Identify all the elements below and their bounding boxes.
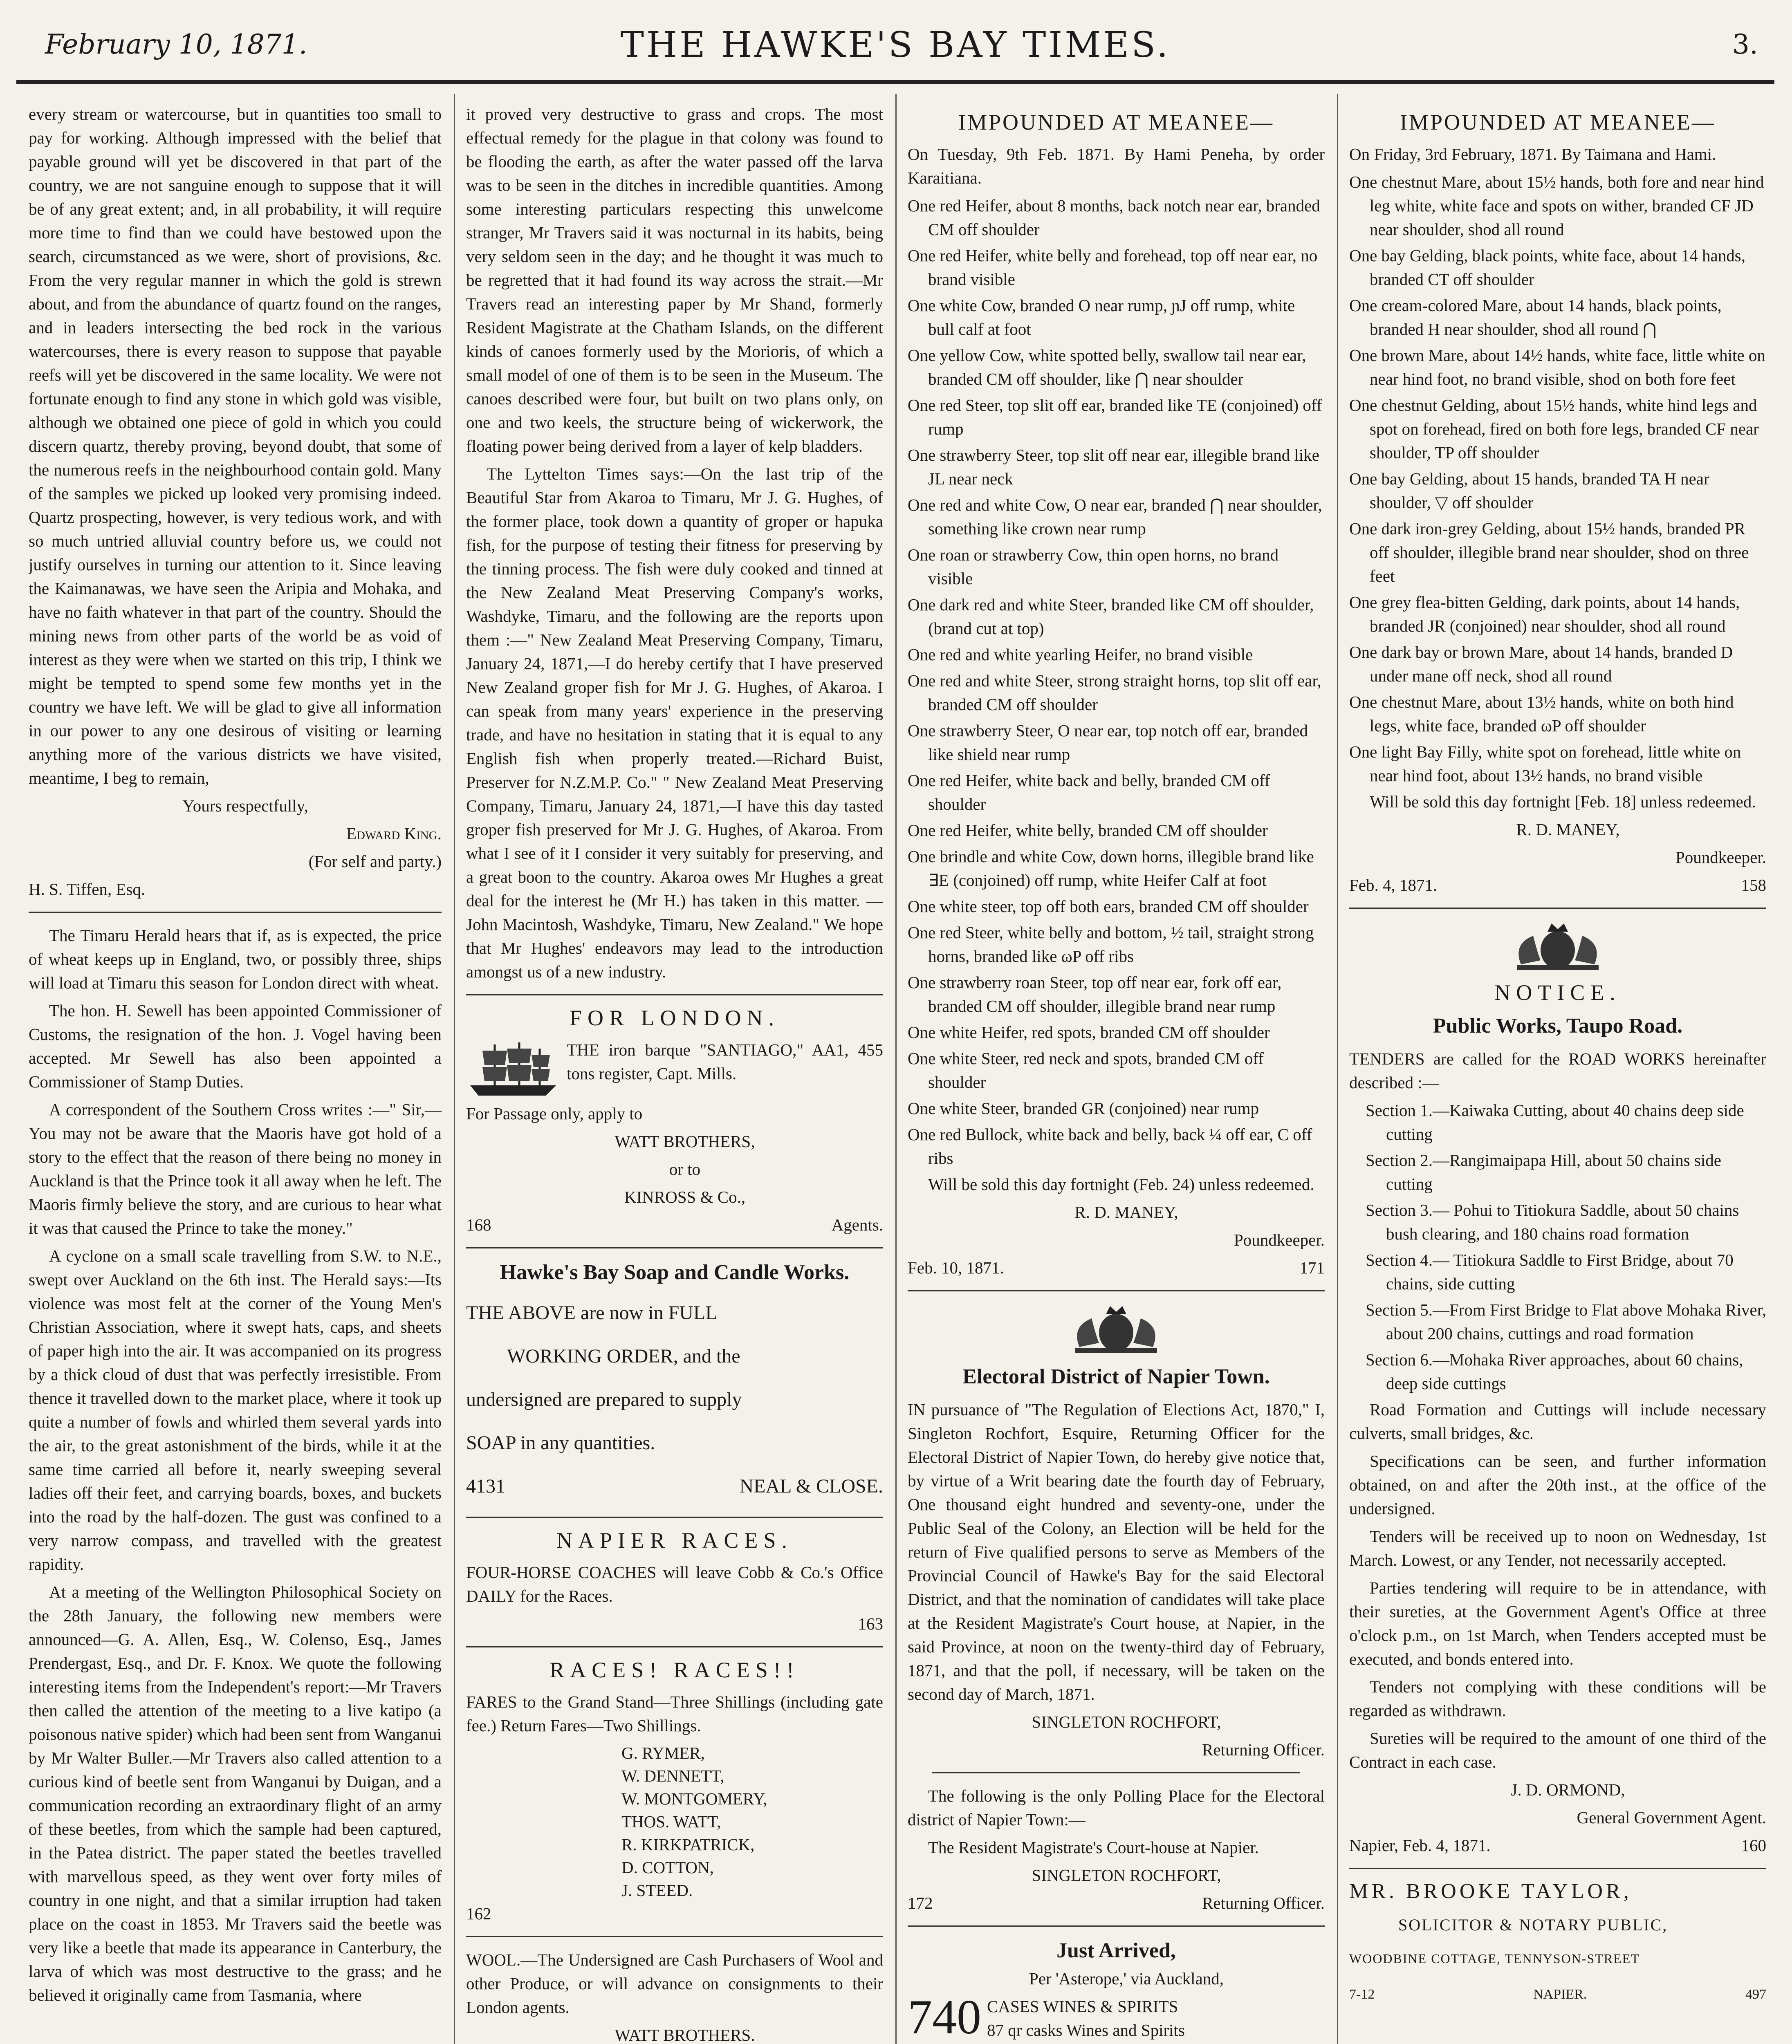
list-item: One yellow Cow, white spotted belly, swallow tail near ear, branded CM off shoulder, like ⋂ near shoulder	[908, 346, 1306, 388]
list-item: One red and white Steer, strong straight horns, top slit off ear, branded CM off shoulder	[908, 671, 1321, 714]
column-rule	[895, 94, 897, 2044]
list-item: One red and white yearling Heifer, no brand visible	[908, 645, 1253, 664]
notice-text: Tenders not complying with these conditions will be regarded as withdrawn.	[1349, 1677, 1766, 1720]
paper-title: THE HAWKE'S BAY TIMES.	[620, 25, 1171, 65]
notice-heading: Electoral District of Napier Town.	[962, 1365, 1270, 1388]
article-text: The hon. H. Sewell has been appointed Commissioner of Customs, the resignation of the hon. J. Vogel having been accepted. Mr Sewell has also been appointed a Commissioner of Stamp Duties.	[29, 1001, 442, 1091]
ad-text: or to	[669, 1160, 701, 1179]
divider	[908, 1925, 1325, 1927]
article-text: The Timaru Herald hears that if, as is expected, the price of wheat keeps up in England, two, or possibly three, ships will load at Timaru this season for London direct with wheat.	[29, 926, 442, 992]
column-4	[1349, 102, 1766, 2044]
list-item: One strawberry Steer, O near ear, top notch off ear, branded like shield near rump	[908, 721, 1308, 764]
arrivals-ad	[908, 1990, 1325, 2044]
list-item: One red and white Cow, O near ear, branded ⋂ near shoulder, something like crown near rump	[908, 495, 1322, 538]
ad-text: undersigned are prepared to supply	[466, 1389, 742, 1410]
solicitor-title: SOLICITOR & NOTARY PUBLIC,	[1398, 1916, 1668, 1934]
committee-list	[466, 1741, 883, 1902]
divider	[466, 994, 883, 995]
shipping-ad	[466, 1038, 883, 1237]
article-text: every stream or watercourse, but in quantities too small to pay for working. Although impressed with the belief that payable ground will yet be discovered in that part of the country, we are not sanguine enough to suppose that it will be of any great extent; and, in all probability, it will require more time to find than we could have bestowed upon the search, circumstanced as we were, short of provisions, &c. From the very regular manner in which the gold is strewn about, and from the abundance of quartz found on the ranges, and in leaders intersecting the bed rock in the various watercourses, there is every reason to suppose that payable reefs will yet be discovered in the same locality. We were not fortunate enough to find any stone in which gold was visible, although we obtained one piece of gold in which you could discern quartz, thereby proving, beyond doubt, that some of the numerous reefs in the neighbourhood contain gold. Many of the samples we picked up looked very promising indeed. Quartz prospecting, however, is very tedious work, and with so much untried alluvial country before us, we could not justify ourselves in turning our attention to it. Since leaving the Kaimanawas, we have seen the Aripia and Mohaka, and have no faith whatever in that part of the country. Should the mining news from other parts of the world be as void of interest as they were when we started on this trip, I think we might be tempted to spend some few months yet in the country we have left. We will be glad to give all information in our power to any one desirous of visiting or learning anything more of the various districts we have visited, meantime, I beg to remain,	[29, 105, 442, 787]
article-text: At a meeting of the Wellington Philosophical Society on the 28th January, the following new members were announced—G. A. Allen, Esq., W. Colenso, Esq., James Prendergast, Esq., and Dr. F. Knox. We quote the following interesting items from the Independent's report:—Mr Travers then called the attention of the meeting to a live katipo (a poisonous native spider) which had been sent from Wanganui by Mr Walter Buller.—Mr Travers also called attention to a curious kind of beetle sent from Wanganui by Duigan, and a communication recording an extraordinary flight of an army of these beetles, from which the sample had been captured, in the Patea district. The paper stated the beetles travelled with marvellous speed, as they went over forty miles of country in one night, and that a similar irruption had taken place on the coast in 1853. Mr Travers said the beetle was very like a beetle that made its appearance in Canterbury, the larva of which was most destructive to the grass; and he believed it originally came from Tasmania, where	[29, 1582, 442, 2004]
list-item: Section 4.— Titiokura Saddle to First Bridge, about 70 chains, side cutting	[1366, 1251, 1734, 1293]
impound-list	[1349, 170, 1766, 787]
ad-number: 160	[1741, 1836, 1766, 1855]
notice-text: Sureties will be required to the amount of one third of the Contract in each case.	[1349, 1729, 1766, 1771]
agent-name: KINROSS & Co.,	[624, 1188, 746, 1206]
signer-title: Poundkeeper.	[1675, 848, 1766, 867]
column-3	[908, 102, 1325, 2044]
signer-title: Returning Officer.	[1202, 1740, 1325, 1759]
divider	[466, 1936, 883, 1937]
ad-text: WORKING ORDER, and the	[507, 1345, 740, 1367]
ad-text: CASES WINES & SPIRITS	[987, 1997, 1178, 2016]
ad-number: 172	[908, 1894, 933, 1912]
page-number: 3.	[1732, 29, 1758, 60]
sale-note: Will be sold this day fortnight (Feb. 24) unless redeemed.	[928, 1175, 1314, 1194]
agent-name: WATT BROTHERS,	[615, 1132, 755, 1151]
ad-text	[908, 2042, 1325, 2044]
article-text: A cyclone on a small scale travelling from S.W. to N.E., swept over Auckland on the 6th inst. The Herald says:—Its violence was most felt at the corner of the Young Men's Christian Association, where it swept hats, caps, and sheets of paper high into the air. It was accompanied on its progress by a thick cloud of dust that was perfectly irresistible. From thence it travelled down to the market place, where it took up quite a number of fowls and whirled them several yards into the air, to the great astonishment of the birds, while it at the same time carried all before it, nearly sweeping several ladies off their feet, and carrying boards, boxes, and buckets into the road by the half-dozen. The gust was confined to a very narrow compass, and travelled with the greatest rapidity.	[29, 1246, 442, 1573]
list-item: J. STEED.	[621, 1881, 693, 1900]
notice-intro: On Friday, 3rd February, 1871. By Taimana and Hami.	[1349, 145, 1716, 164]
list-item: One chestnut Mare, about 15½ hands, both fore and near hind leg white, white face and spots on wither, branded CF JD near shoulder, shod all round	[1349, 173, 1764, 239]
list-item: One bay Gelding, about 15 hands, branded TA H near shoulder, ▽ off shoulder	[1349, 469, 1709, 512]
list-item: One white Cow, branded O near rump, ɲJ off rump, white bull calf at foot	[908, 296, 1295, 338]
article-text: A correspondent of the Southern Cross writes :—" Sir,—You may not be aware that the Maoris have got hold of a story to the effect that the reason of there being no money in Auckland is that the Prince took it all away when he left. The Maoris firmly believe the story, and are curious to hear what it was that caused the Prince to take the money."	[29, 1100, 442, 1237]
list-item: W. DENNETT,	[621, 1766, 724, 1785]
list-item: Section 6.—Mohaka River approaches, about 60 chains, deep side cuttings	[1366, 1350, 1743, 1393]
signature: Edward King.	[346, 824, 442, 843]
soap-ad	[466, 1293, 883, 1506]
notice-text: Specifications can be seen, and further information obtained, on and after the 20th inst., at the office of the undersigned.	[1349, 1452, 1766, 1518]
list-item: Section 3.— Pohui to Titiokura Saddle, about 50 chains bush clearing, and 180 chains road formation	[1366, 1201, 1739, 1243]
list-item: One bay Gelding, black points, white face, about 14 hands, branded CT off shoulder	[1349, 246, 1745, 289]
column-1	[29, 102, 442, 2044]
notice-text: TENDERS are called for the ROAD WORKS hereinafter described :—	[1349, 1049, 1766, 1092]
notice-date: Feb. 10, 1871.	[908, 1258, 1004, 1277]
ship-icon	[466, 1040, 560, 1102]
list-item: THOS. WATT,	[621, 1812, 721, 1831]
list-item: One brown Mare, about 14½ hands, white face, little white on near hind foot, no brand visible, shod on both fore feet	[1349, 346, 1765, 388]
ad-number: 158	[1741, 876, 1766, 894]
notice-text: Tenders will be received up to noon on Wednesday, 1st March. Lowest, or any Tender, not necessarily accepted.	[1349, 1527, 1766, 1569]
signer: SINGLETON ROCHFORT,	[1032, 1866, 1221, 1885]
ad-number: 162	[466, 1904, 491, 1923]
notice-text: The following is the only Polling Place for the Electoral district of Napier Town:—	[908, 1786, 1325, 1829]
list-item: One red Steer, top slit off ear, branded like TE (conjoined) off rump	[908, 396, 1322, 438]
list-item: G. RYMER,	[621, 1744, 705, 1762]
list-item: One strawberry Steer, top slit off near ear, illegible brand like JL near neck	[908, 446, 1319, 488]
divider	[1349, 1868, 1766, 1869]
list-item: One white Heifer, red spots, branded CM off shoulder	[908, 1023, 1270, 1042]
list-item: One dark red and white Steer, branded like CM off shoulder, (brand cut at top)	[908, 595, 1314, 638]
signature-note: (For self and party.)	[308, 852, 442, 871]
sale-note: Will be sold this day fortnight [Feb. 18] unless redeemed.	[1370, 792, 1756, 811]
list-item: One red Heifer, white belly, branded CM off shoulder	[908, 821, 1268, 840]
list-item: One strawberry roan Steer, top off near ear, fork off ear, branded CM off shoulder, illegible brand near rump	[908, 973, 1282, 1015]
ad-heading: Just Arrived,	[1056, 1939, 1176, 1962]
firm-name: WATT BROTHERS.	[615, 2026, 755, 2044]
ad-heading: FOR LONDON.	[569, 1006, 780, 1030]
impound-list	[908, 194, 1325, 1170]
divider	[466, 1247, 883, 1248]
list-item: One dark iron-grey Gelding, about 15½ hands, branded PR off shoulder, illegible brand near shoulder, shod on three feet	[1349, 519, 1749, 585]
list-item: One white Steer, red neck and spots, branded CM off shoulder	[908, 1049, 1264, 1091]
ad-text: FOUR-HORSE COACHES will leave Cobb & Co.'s Office DAILY for the Races.	[466, 1563, 883, 1605]
ad-text: THE ABOVE are now in FULL	[466, 1302, 718, 1324]
column-rule	[1337, 94, 1338, 2044]
list-item: One cream-colored Mare, about 14 hands, black points, branded H near shoulder, shod all round ⋂	[1349, 296, 1722, 338]
ad-number: 7-12	[1349, 1987, 1375, 2002]
list-item: One roan or strawberry Cow, thin open horns, no brand visible	[908, 545, 1279, 588]
list-item: R. KIRKPATRICK,	[621, 1835, 755, 1854]
list-item: One dark bay or brown Mare, about 14 hands, branded D under mane off neck, shod all round	[1349, 643, 1733, 685]
list-item: One red Bullock, white back and belly, back ¼ off ear, C off ribs	[908, 1125, 1312, 1168]
divider	[1349, 908, 1766, 909]
ad-heading: Hawke's Bay Soap and Candle Works.	[500, 1261, 850, 1284]
list-item: D. COTTON,	[621, 1858, 714, 1877]
notice-text: IN pursuance of "The Regulation of Elections Act, 1870," I, Singleton Rochfort, Esquire, Returning Officer for the Electoral District of Napier Town, do hereby give notice that, by virtue of a Writ bearing date the fourth day of February, One thousand eight hundred and seventy-one, under the Public Seal of the Colony, an Election will be held for the return of Five qualified persons to serve as Members of the Provincial Council of Hawke's Bay for the said Electoral District, and that the nomination of candidates will take place at the Resident Magistrate's Court house, at Napier, in the said Province, at noon on the twenty-third day of February, 1871, and that the poll, if necessary, will be taken on the second day of March, 1871.	[908, 1400, 1325, 1703]
ad-text: THE iron barque "SANTIAGO," AA1, 455 tons register, Capt. Mills.	[567, 1040, 883, 1083]
ad-number: 4131	[466, 1475, 505, 1497]
list-item: One red Steer, white belly and bottom, ½ tail, straight strong horns, branded like ωP off ribs	[908, 923, 1314, 966]
ad-number: 171	[1299, 1258, 1325, 1277]
list-item: One red Heifer, about 8 months, back notch near ear, branded CM off shoulder	[908, 196, 1320, 239]
list-item: One red Heifer, white belly and forehead, top off near ear, no brand visible	[908, 246, 1318, 289]
list-item: One grey flea-bitten Gelding, dark points, about 14 hands, branded JR (conjoined) near shoulder, shod all round	[1349, 593, 1740, 635]
masthead	[16, 16, 1774, 78]
list-item: One chestnut Mare, about 13½ hands, white on both hind legs, white face, branded ωP off shoulder	[1349, 693, 1734, 735]
ad-heading: NAPIER RACES.	[556, 1528, 793, 1553]
solicitor-address: WOODBINE COTTAGE, TENNYSON-STREET	[1349, 1951, 1640, 1966]
list-item: One light Bay Filly, white spot on forehead, little white on near hind foot, about 13½ hands, no brand visible	[1349, 742, 1741, 785]
firm-name: NEAL & CLOSE.	[739, 1475, 883, 1497]
list-item: Section 5.—From First Bridge to Flat above Mohaka River, about 200 chains, cuttings and road formation	[1366, 1300, 1766, 1343]
notice-text: Road Formation and Cuttings will include necessary culverts, small bridges, &c.	[1349, 1400, 1766, 1443]
solicitor-name: MR. BROOKE TAYLOR,	[1349, 1880, 1632, 1903]
ad-text: FARES to the Grand Stand—Three Shillings (including gate fee.) Return Fares—Two Shillings.	[466, 1692, 883, 1735]
list-item: One white Steer, branded GR (conjoined) near rump	[908, 1099, 1259, 1118]
divider	[466, 1646, 883, 1647]
notice-heading: IMPOUNDED AT MEANEE—	[958, 110, 1274, 134]
ad-text: Per 'Asterope,' via Auckland,	[1029, 1969, 1224, 1988]
ad-text: Agents.	[831, 1215, 883, 1234]
article-text: it proved very destructive to grass and crops. The most effectual remedy for the plague in that colony was found to be flooding the earth, as after the water passed off the larva was to be seen in the ditches in incredible quantities. Among some interesting particulars respecting this unwelcome stranger, Mr Travers said it was nocturnal in its habits, being very seldom seen in the day; and he thought it was much to be regretted that it had found its way across the strait.—Mr Travers read an interesting paper by Mr Shand, formerly Resident Magistrate at the Chatham Islands, on the different kinds of canoes formerly used by the Morioris, of which a small model of one of them is to be seen in the Museum. The canoes described were four, but built on two plans only, on one and two keels, the structure being of wickerwork, the floating power being derived from a layer of kelp bladders.	[466, 105, 883, 455]
polling-place: The Resident Magistrate's Court-house at Napier.	[928, 1838, 1259, 1857]
signer: J. D. ORMOND,	[1511, 1780, 1625, 1799]
ad-number: 497	[1745, 1987, 1766, 2002]
ad-text: WOOL.—The Undersigned are Cash Purchasers of Wool and other Produce, or will advance on consignments to their London agents.	[466, 1950, 883, 2017]
notice-intro: On Tuesday, 9th Feb. 1871. By Hami Peneha, by order Karaitiana.	[908, 145, 1325, 187]
addressee: H. S. Tiffen, Esq.	[29, 880, 146, 899]
signer: R. D. MANEY,	[1516, 820, 1620, 839]
article-text: The Lyttelton Times says:—On the last trip of the Beautiful Star from Akaroa to Timaru, Mr J. G. Hughes, of the former place, took down a quantity of groper or hapuka fish, for the purpose of testing their fitness for preserving by the tinning process. The fish were duly cooked and tinned at the New Zealand Meat Preserving Company's works, Washdyke, Timaru, and the following are the reports upon them :—" New Zealand Meat Preserving Company, Timaru, January 24, 1871,—I do hereby certify that I have preserved New Zealand groper fish for Mr J. G. Hughes, of Akaroa. I can speak from many years' experience in the preserving trade, and have no hesitation in stating that it is equal to any English fish when properly treated.—Richard Buist, Preserver for N.Z.M.P. Co." " New Zealand Meat Preserving Company, Timaru, January 24, 1871,—I have this day tasted groper fish preserved for Mr J. G. Hughes, of Akaroa. From what I see of it I consider it very suitably for preserving, and a great boon to the country. Akaroa owes Mr Hughes a great deal for the interest he (Mr H.) has taken in this matter. — John Macintosh, Washdyke, Timaru, New Zealand." We hope that Mr Hughes' endeavors may lead to the introduction amongst us of a new industry.	[466, 464, 883, 981]
list-item: One brindle and white Cow, down horns, illegible brand like ∃E (conjoined) off rump, white Heifer Calf at foot	[908, 847, 1314, 890]
divider	[29, 912, 442, 913]
notice-date: Feb. 4, 1871.	[1349, 876, 1438, 894]
signer-title: Returning Officer.	[1202, 1894, 1325, 1912]
ad-highlight: 740	[908, 1990, 981, 2044]
signer: R. D. MANEY,	[1074, 1203, 1178, 1221]
list-item: One white steer, top off both ears, branded CM off shoulder	[908, 897, 1309, 916]
closing: Yours respectfully,	[182, 796, 308, 815]
signer-title: General Government Agent.	[1577, 1808, 1766, 1827]
list-item: Section 2.—Rangimaipapa Hill, about 50 chains side cutting	[1366, 1151, 1721, 1193]
ad-text: SOAP in any quantities.	[466, 1432, 655, 1454]
notice-date: Napier, Feb. 4, 1871.	[1349, 1836, 1491, 1855]
ad-text: 87 qr casks Wines and Spirits	[987, 2021, 1185, 2040]
notice-heading: IMPOUNDED AT MEANEE—	[1400, 110, 1716, 134]
list-item: One red Heifer, white back and belly, branded CM off shoulder	[908, 771, 1270, 814]
column-rule	[454, 94, 455, 2044]
list-item: One chestnut Gelding, about 15½ hands, white hind legs and spot on forehead, fired on both fore legs, branded CF near shoulder, TP off shoulder	[1349, 396, 1759, 462]
divider	[466, 1517, 883, 1518]
ad-heading: RACES! RACES!!	[549, 1658, 800, 1682]
royal-crest-icon	[1055, 1302, 1177, 1355]
list-item: W. MONTGOMERY,	[621, 1789, 767, 1808]
ad-text: For Passage only, apply to	[466, 1104, 643, 1123]
signer-title: Poundkeeper.	[1234, 1230, 1325, 1249]
signer: SINGLETON ROCHFORT,	[1032, 1712, 1221, 1731]
royal-crest-icon	[1496, 919, 1619, 973]
notice-subheading: Public Works, Taupo Road.	[1433, 1014, 1683, 1038]
issue-date: February 10, 1871.	[45, 29, 307, 60]
notice-text: Parties tendering will require to be in attendance, with their sureties, at the Government Agent's Office at three o'clock p.m., on 1st March, when Tenders accepted must be executed, and bonds entered into.	[1349, 1578, 1766, 1668]
column-2	[466, 102, 883, 2044]
masthead-rule	[16, 80, 1774, 84]
divider	[908, 1290, 1325, 1291]
sections-list	[1349, 1098, 1766, 1395]
notice-heading: NOTICE.	[1494, 980, 1621, 1005]
ad-number: 168	[466, 1215, 491, 1234]
town-name: NAPIER.	[1533, 1987, 1587, 2002]
ad-number: 163	[858, 1614, 883, 1633]
list-item: Section 1.—Kaiwaka Cutting, about 40 chains deep side cutting	[1366, 1101, 1744, 1143]
divider	[932, 1772, 1300, 1773]
